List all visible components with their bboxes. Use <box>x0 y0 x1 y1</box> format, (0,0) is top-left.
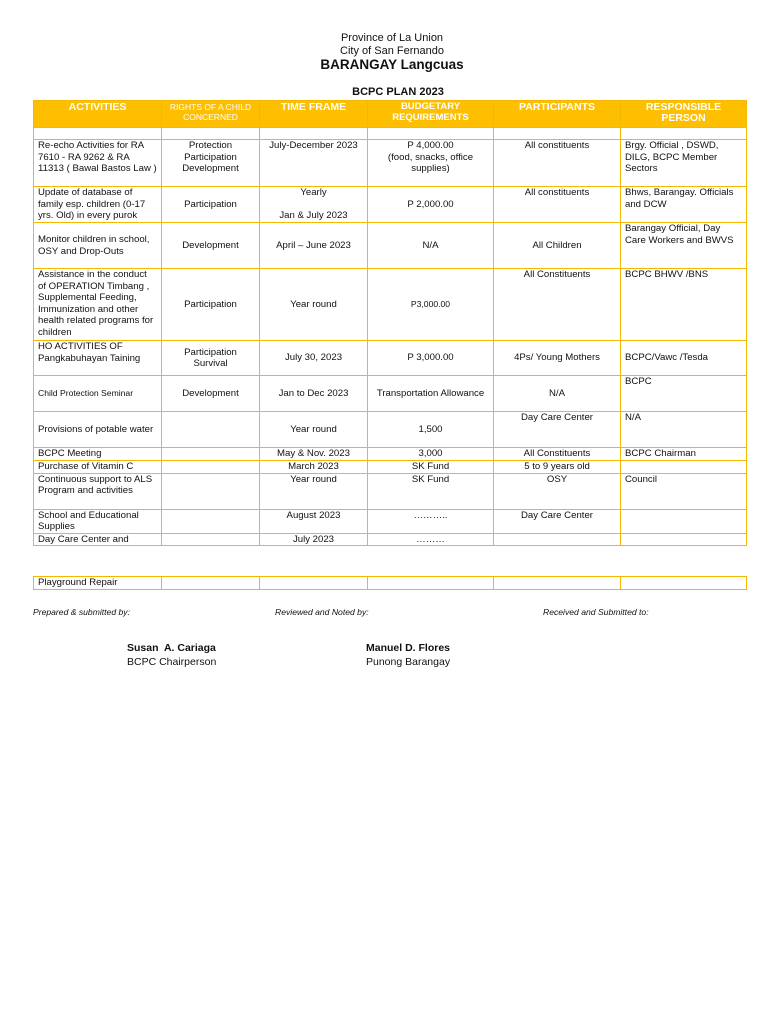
participants-cell: Day Care Center <box>494 509 621 533</box>
activity-cell: Monitor children in school, OSY and Drop-Outs <box>34 223 162 269</box>
activity-cell: Child Protection Seminar <box>34 376 162 412</box>
budget-cell <box>368 577 494 590</box>
budget-cell: P 3,000.00 <box>368 341 494 376</box>
received-label: Received and Submitted to: <box>543 607 649 617</box>
participants-cell <box>494 577 621 590</box>
responsible-cell: Barangay Official, Day Care Workers and BWVS <box>621 223 747 269</box>
col-header-participants: PARTICIPANTS <box>494 101 621 128</box>
plan-title: BCPC PLAN 2023 <box>352 86 444 98</box>
reviewed-role: Punong Barangay <box>366 656 451 668</box>
table-header-row <box>34 101 747 128</box>
col-header-responsible: RESPONSIBLE PERSON <box>621 101 747 128</box>
rights-cell: Participation <box>162 187 260 223</box>
table-row <box>34 140 747 187</box>
table-row <box>34 223 747 269</box>
col-header-rights: RIGHTS OF A CHILD CONCERNED <box>162 101 260 128</box>
table-row <box>34 269 747 341</box>
budget-cell: ……… <box>368 533 494 546</box>
table-row <box>34 509 747 533</box>
table-row <box>34 448 747 461</box>
time-frame-cell: July 2023 <box>260 533 368 546</box>
table-row <box>34 187 747 223</box>
participants-cell: All Children <box>494 223 621 269</box>
table-row <box>34 376 747 412</box>
prepared-label: Prepared & submitted by: <box>33 607 130 617</box>
rights-cell <box>162 448 260 461</box>
participants-cell: All constituents <box>494 140 621 187</box>
budget-cell: 1,500 <box>368 412 494 448</box>
table-row <box>34 128 747 140</box>
budget-cell: SK Fund <box>368 473 494 509</box>
rights-cell <box>162 533 260 546</box>
budget-cell: P3,000.00 <box>368 269 494 341</box>
tail-table <box>33 576 747 590</box>
col-header-budget: BUDGETARY REQUIREMENTS <box>368 101 494 128</box>
responsible-cell: BCPC Chairman <box>621 448 747 461</box>
participants-cell: OSY <box>494 473 621 509</box>
time-frame-cell: Year round <box>260 269 368 341</box>
reviewed-name: Manuel D. Flores <box>366 642 451 654</box>
city-line: City of San Fernando <box>340 45 444 57</box>
activity-cell: Purchase of Vitamin C <box>34 461 162 474</box>
barangay-title: BARANGAY Langcuas <box>320 57 464 72</box>
time-frame-cell: April – June 2023 <box>260 223 368 269</box>
time-frame-cell: August 2023 <box>260 509 368 533</box>
table-row <box>34 577 747 590</box>
time-frame-cell: March 2023 <box>260 461 368 474</box>
participants-cell: N/A <box>494 376 621 412</box>
table-row <box>34 341 747 376</box>
responsible-cell: Council <box>621 473 747 509</box>
activity-cell: Assistance in the conduct of OPERATION Timbang , Supplemental Feeding, Immunization and other health related programs for children <box>34 269 162 341</box>
activity-cell: Playground Repair <box>34 577 162 590</box>
activity-cell: Provisions of potable water <box>34 412 162 448</box>
participants-cell: All constituents <box>494 187 621 223</box>
responsible-cell <box>621 509 747 533</box>
participants-cell: All Constituents <box>494 448 621 461</box>
activity-cell: Continuous support to ALS Program and activities <box>34 473 162 509</box>
responsible-cell <box>621 461 747 474</box>
rights-cell: Participation Survival <box>162 341 260 376</box>
table-row <box>34 412 747 448</box>
province-line: Province of La Union <box>340 32 444 44</box>
time-frame-cell <box>260 577 368 590</box>
responsible-cell <box>621 128 747 140</box>
budget-cell: P 2,000.00 <box>368 187 494 223</box>
activity-cell: HO ACTIVITIES OF Pangkabuhayan Taining <box>34 341 162 376</box>
budget-cell: P 4,000.00 (food, snacks, office supplies) <box>368 140 494 187</box>
participants-cell: 5 to 9 years old <box>494 461 621 474</box>
budget-cell: SK Fund <box>368 461 494 474</box>
table-row <box>34 461 747 474</box>
col-header-time-frame: TIME FRAME <box>260 101 368 128</box>
activity-cell: Day Care Center and <box>34 533 162 546</box>
col-header-activities: ACTIVITIES <box>34 101 162 128</box>
responsible-cell <box>621 577 747 590</box>
prepared-role: BCPC Chairperson <box>127 656 217 668</box>
activity-cell: School and Educational Supplies <box>34 509 162 533</box>
prepared-name: Susan A. Cariaga <box>127 642 216 654</box>
budget-cell: 3,000 <box>368 448 494 461</box>
table-row <box>34 473 747 509</box>
participants-cell: 4Ps/ Young Mothers <box>494 341 621 376</box>
responsible-cell: BCPC <box>621 376 747 412</box>
rights-cell: Development <box>162 223 260 269</box>
rights-cell <box>162 509 260 533</box>
participants-cell: All Constituents <box>494 269 621 341</box>
budget-cell: Transportation Allowance <box>368 376 494 412</box>
rights-cell <box>162 473 260 509</box>
time-frame-cell: May & Nov. 2023 <box>260 448 368 461</box>
activity-cell: Update of database of family esp. children (0-17 yrs. Old) in every purok <box>34 187 162 223</box>
time-frame-cell <box>260 128 368 140</box>
participants-cell <box>494 533 621 546</box>
responsible-cell <box>621 533 747 546</box>
rights-cell: Development <box>162 376 260 412</box>
time-frame-cell: Year round <box>260 412 368 448</box>
time-frame-cell: July-December 2023 <box>260 140 368 187</box>
table-row <box>34 533 747 546</box>
time-frame-cell: July 30, 2023 <box>260 341 368 376</box>
activity-cell: Re-echo Activities for RA 7610 - RA 9262 & RA 11313 ( Bawal Bastos Law ) <box>34 140 162 187</box>
time-frame-cell: Jan to Dec 2023 <box>260 376 368 412</box>
budget-cell <box>368 128 494 140</box>
rights-cell <box>162 577 260 590</box>
budget-cell: ……….. <box>368 509 494 533</box>
participants-cell: Day Care Center <box>494 412 621 448</box>
responsible-cell: BCPC BHWV /BNS <box>621 269 747 341</box>
rights-cell: Participation <box>162 269 260 341</box>
rights-cell: Protection Participation Development <box>162 140 260 187</box>
responsible-cell: Bhws, Barangay. Officials and DCW <box>621 187 747 223</box>
bcpc-plan-table <box>33 100 747 546</box>
participants-cell <box>494 128 621 140</box>
activity-cell <box>34 128 162 140</box>
rights-cell <box>162 128 260 140</box>
responsible-cell: Brgy. Official , DSWD, DILG, BCPC Member Sectors <box>621 140 747 187</box>
responsible-cell: N/A <box>621 412 747 448</box>
reviewed-label: Reviewed and Noted by: <box>275 607 369 617</box>
activity-cell: BCPC Meeting <box>34 448 162 461</box>
rights-cell <box>162 461 260 474</box>
time-frame-cell: Year round <box>260 473 368 509</box>
responsible-cell: BCPC/Vawc /Tesda <box>621 341 747 376</box>
rights-cell <box>162 412 260 448</box>
time-frame-cell: Yearly Jan & July 2023 <box>260 187 368 223</box>
budget-cell: N/A <box>368 223 494 269</box>
